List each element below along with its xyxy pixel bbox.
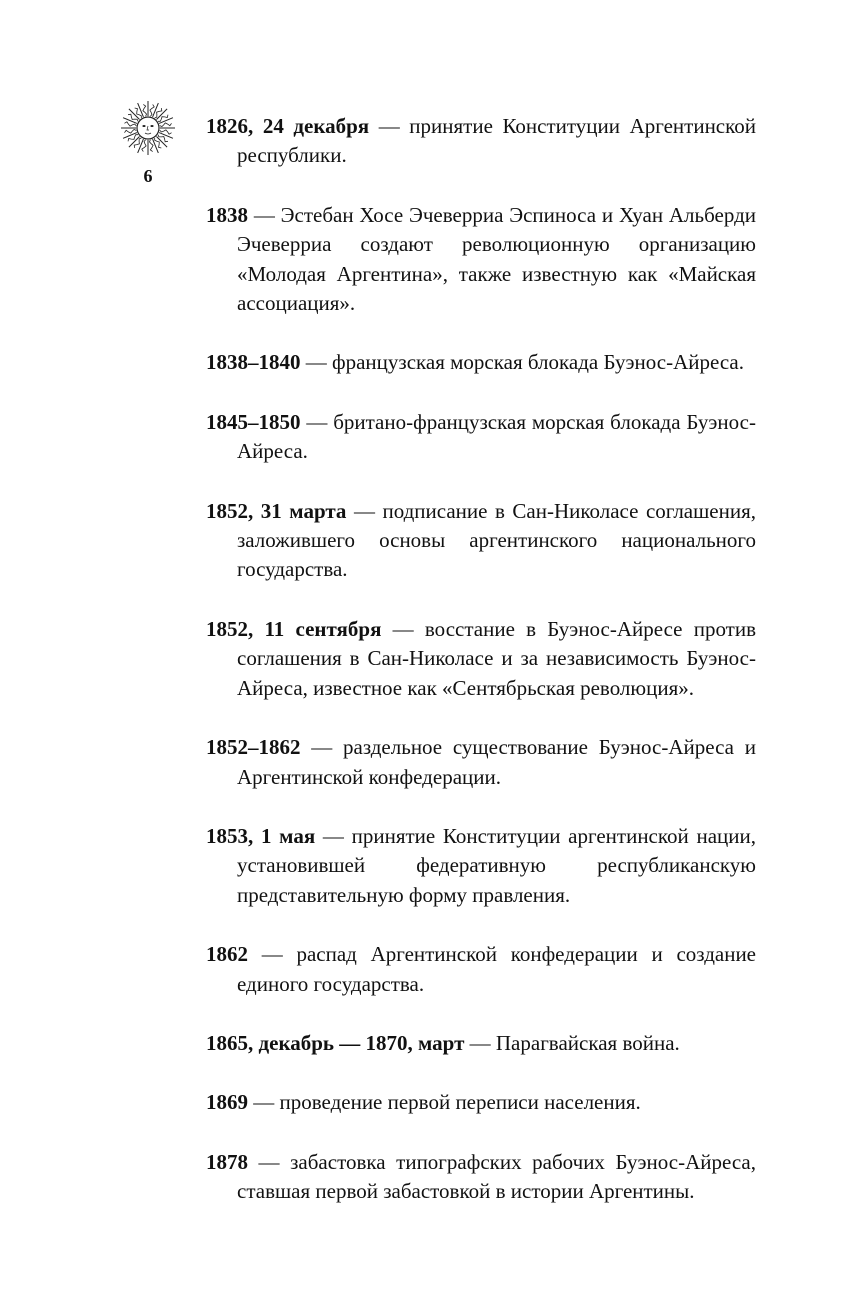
entry-date: 1878 bbox=[206, 1149, 248, 1174]
entry-text: французская морская блокада Буэнос-Айреса. bbox=[332, 350, 744, 375]
entry-date: 1826, 24 декабря bbox=[206, 114, 370, 138]
entry-date: 1862 bbox=[206, 942, 248, 967]
entry-date: 1852, 11 сентября bbox=[206, 616, 382, 641]
entry-text: забастовка типографских рабочих Буэнос-Айреса, ставшая первой забастовкой в истории Аргентины. bbox=[237, 1149, 757, 1204]
page-margin bbox=[118, 100, 178, 186]
entry-text: Парагвайская война. bbox=[495, 1030, 680, 1055]
chronology-entry: 1852, 11 сентября — восстание в Буэнос-Айресе против соглашения в Сан-Николасе и за независимость Буэнос-Айреса, известное как «Сентябрьская революция». bbox=[206, 616, 757, 700]
sun-of-may-icon bbox=[120, 100, 176, 156]
entry-date: 1869 bbox=[206, 1090, 248, 1115]
entry-date: 1838–1840 bbox=[206, 350, 301, 375]
entry-text: принятие Конституции Аргентинской республики. bbox=[237, 114, 756, 168]
entry-date: 1865, декабрь — 1870, март bbox=[206, 1030, 465, 1055]
entry-date: 1838 bbox=[206, 202, 248, 227]
entry-text: раздельное существование Буэнос-Айреса и Аргентинской конфедерации. bbox=[237, 735, 756, 789]
entry-text: восстание в Буэнос-Айресе против соглашения в Сан-Николасе и за независимость Буэнос-Айреса, известное как «Сентябрьская революция». bbox=[237, 616, 757, 700]
chronology-entry: 1869 — проведение первой переписи населения. bbox=[206, 1090, 641, 1115]
entry-text: проведение первой переписи населения. bbox=[279, 1090, 641, 1115]
chronology-entry: 1852, 31 марта — подписание в Сан-Николасе соглашения, заложившего основы аргентинского национального государства. bbox=[206, 498, 756, 582]
entry-date: 1853, 1 мая bbox=[206, 823, 316, 848]
chronology-entry: 1845–1850 — британо-французская морская блокада Буэнос-Айреса. bbox=[206, 409, 756, 464]
entry-text: подписание в Сан-Николасе соглашения, заложившего основы аргентинского национального государства. bbox=[237, 498, 756, 582]
chronology-entry: 1862 — распад Аргентинской конфедерации и создание единого государства. bbox=[206, 942, 756, 996]
entry-text: Эстебан Хосе Эчеверриа Эспиноса и Хуан Альберди Эчеверриа создают революционную организацию «Молодая Аргентина», также известную как «Майская ассоциация». bbox=[237, 202, 756, 316]
entry-text: распад Аргентинской конфедерации и создание единого государства. bbox=[237, 942, 756, 996]
chronology-entry: 1838 — Эстебан Хосе Эчеверриа Эспиноса и Хуан Альберди Эчеверриа создают революционную организацию «Молодая Аргентина», также известную как «Майская ассоциация». bbox=[206, 202, 756, 316]
chronology-entry: 1826, 24 декабря — принятие Конституции Аргентинской республики. bbox=[206, 114, 756, 168]
entry-date: 1852–1862 bbox=[206, 735, 301, 760]
entry-date: 1845–1850 bbox=[206, 409, 301, 434]
chronology-entry: 1865, декабрь — 1870, март — Парагвайская война. bbox=[206, 1030, 680, 1055]
chronology-entry: 1878 — забастовка типографских рабочих Буэнос-Айреса, ставшая первой забастовкой в истории Аргентины. bbox=[206, 1149, 757, 1204]
entry-date: 1852, 31 марта bbox=[206, 498, 347, 523]
chronology-list bbox=[206, 112, 756, 1237]
chronology-entry: 1838–1840 — французская морская блокада Буэнос-Айреса. bbox=[206, 350, 744, 375]
chronology-entry: 1853, 1 мая — принятие Конституции аргентинской нации, установившей федеративную республиканскую представительную форму правления. bbox=[206, 823, 756, 907]
page-number: 6 bbox=[143, 166, 153, 186]
entry-text: британо-французская морская блокада Буэнос-Айреса. bbox=[237, 409, 756, 464]
chronology-entry: 1852–1862 — раздельное существование Буэнос-Айреса и Аргентинской конфедерации. bbox=[206, 735, 756, 789]
entry-text: принятие Конституции аргентинской нации, установившей федеративную республиканскую представительную форму правления. bbox=[237, 823, 756, 907]
